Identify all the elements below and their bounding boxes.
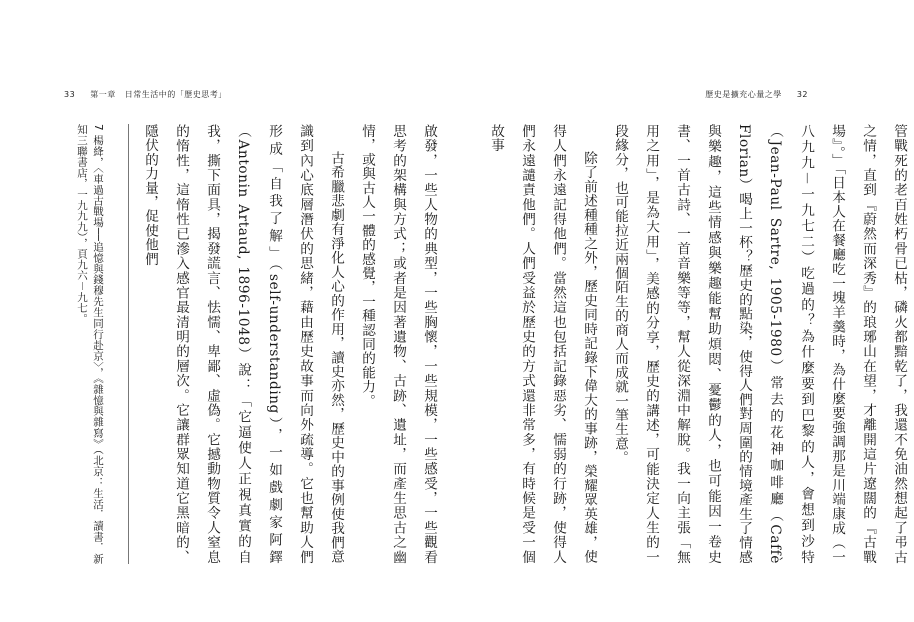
left-page-header [58,89,227,100]
left-paragraph-1: 啟發，一些人物的典型，一些胸懷，一些規模，一些感受，一些觀看思考的架構與方式；或者是因著遺物、古跡、遺址，而產生思古之幽情，或與古人一體的感覺，一種認同的能力。 [359,124,437,564]
footnote-7: 7 楊絳，〈車過古戰場──追憶與錢穆先生同行赴京〉，《雜憶與雜寫》（北京：生活．讀書．新知三聯書店，一九九九），頁九六－九七。 [76,124,104,564]
running-title: 歷史是擴充心量之學 [705,90,782,99]
right-page-body [480,124,907,564]
footnote-text [74,124,106,564]
left-page-body [134,124,437,564]
right-page-text [480,124,914,564]
right-paragraph-1: 管戰死的老百姓朽骨已枯，磷火都黯乾了，我還不免油然想起了弔古之情，直到『蔚然而深秀』的琅琊山在望，才離開這片遼闊的『古戰場』。」「日本人在餐廳吃一塊羊羹時，為什麼要強調那是川端康成（一八九九－一九七二）吃過的？為什麼要到巴黎的人，會想到沙特（Jean-Paul Sartre, 1905-1980）常去的花神咖啡廳（Caffè Florian）喝上一杯？歷史的點染，使得人們對周圍的情境產生了情感與樂趣，這些情感與樂趣能幫助煩悶、憂鬱的人，也可能因一卷史書、一首古詩、一首音樂等等，幫人從深淵中解脫。我一向主張「無用之用」，是為大用」，美感的分享，歷史的講述，可能決定人生的一段緣分，也可能拉近兩個陌生的商人而成就一筆生意。 [612,124,907,564]
right-page-number: 32 [796,90,808,99]
left-page-number: 33 [64,90,76,99]
left-paragraph-2: 古希臘悲劇有淨化人心的作用，讀史亦然，歷史中的事例使我們意識到內心底層潛伏的思緒，藉由歷史故事而向外疏導。它也幫助人們形成「自我了解」（self-understanding），一如戲劇家阿鐸（Antonin Artaud, 1896-1048）說：「它逼使人正視真實的自我，撕下面具，揭發謊言、怯懦、卑鄙、虛偽。它撼動物質令人窒息的惰性，這惰性已滲入感官最清明的層次。它讓群眾知道它黑暗的、隱伏的力量，促使他們 [142,124,344,564]
left-page-text [134,124,444,564]
right-paragraph-2: 除了前述種種之外，歷史同時記錄下偉大的事跡，榮耀眾英雄，使得人們永遠記得他們。當然這也包括記錄惡劣、懦弱的行跡，使得人們永遠譴責他們。人們受益於歷史的方式還非常多，有時候是受一個故事 [488,124,597,564]
footnote-divider [128,124,129,564]
right-page-header [699,89,814,100]
chapter-title: 日常生活中的「歷史思考」 [124,90,227,99]
chapter-label: 第一章 [90,90,116,99]
footnote-area [74,124,126,564]
